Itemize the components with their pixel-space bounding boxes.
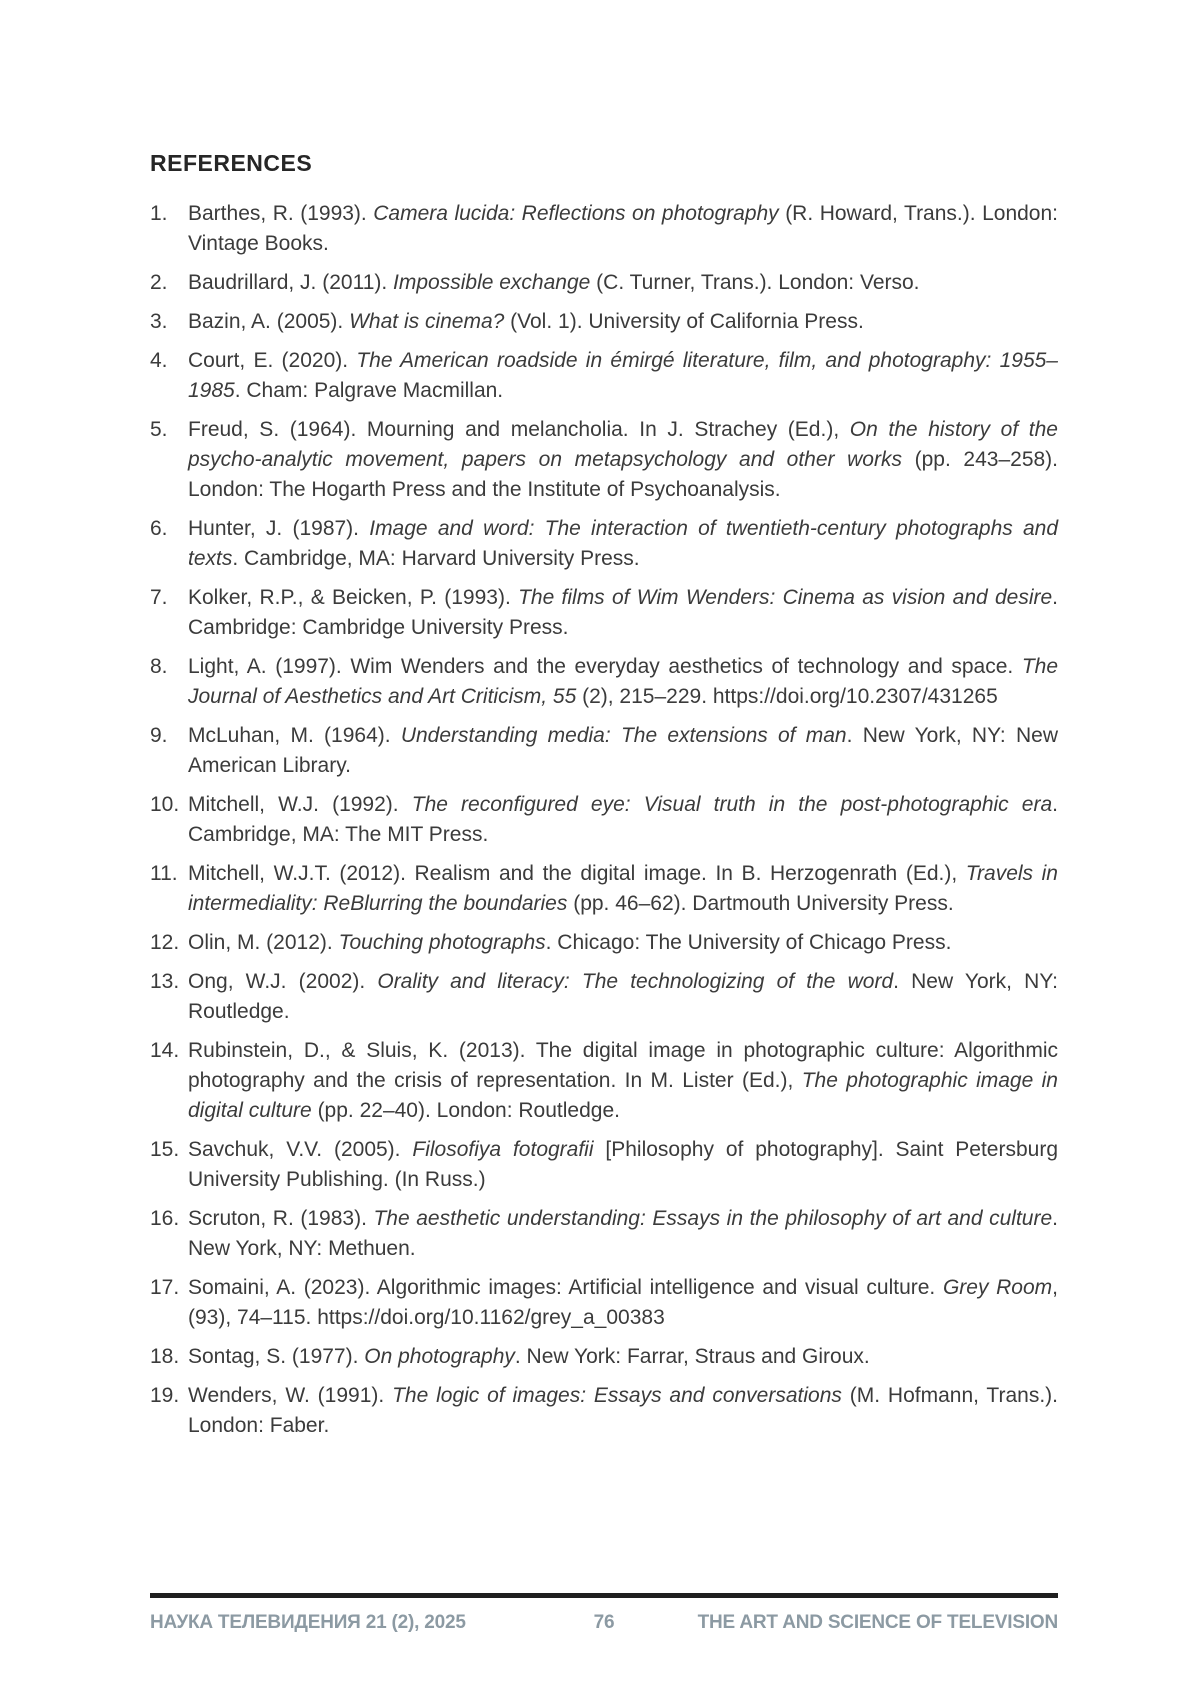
reference-item [150,859,1058,919]
reference-number: 12. [150,931,180,954]
reference-number: 3. [150,310,168,333]
reference-text [188,1207,1058,1260]
reference-text [188,418,1058,501]
footer-divider-rule [150,1593,1058,1598]
reference-text-segment: (M. Hofmann, Trans.). London: Faber. [188,1384,1058,1437]
footer-journal-title-ru: НАУКА ТЕЛЕВИДЕНИЯ 21 (2), 2025 [150,1612,466,1633]
reference-title-italic: Orality and literacy: The technologizing of the word [377,970,894,993]
reference-title-italic: Understanding media: The extensions of man [400,724,847,747]
reference-title-italic: The aesthetic understanding: Essays in the philosophy of art and culture [373,1207,1053,1230]
reference-text-segment: . New York, NY: Methuen. [188,1207,1058,1260]
reference-text-segment: (Vol. 1). University of California Press. [504,310,864,333]
reference-text-segment: McLuhan, M. (1964). [188,724,401,747]
reference-item [150,415,1058,505]
reference-text-segment: Freud, S. (1964). Mourning and melancholia. In J. Strachey (Ed.), [188,418,850,441]
reference-text-segment: Bazin, A. (2005). [188,310,350,333]
reference-text-segment: . Cambridge: Cambridge University Press. [188,586,1058,639]
reference-text-segment: . Cham: Palgrave Macmillan. [234,379,504,402]
reference-item [150,1036,1058,1126]
reference-text-segment: Somaini, A. (2023). Algorithmic images: Artificial intelligence and visual culture. [188,1276,943,1299]
reference-text-segment: (2), 215–229. https://doi.org/10.2307/431265 [576,685,998,708]
reference-number: 6. [150,517,168,540]
reference-text-segment: Hunter, J. (1987). [188,517,370,540]
reference-item [150,790,1058,850]
reference-text-segment: Barthes, R. (1993). [188,202,374,225]
reference-number: 16. [150,1207,180,1230]
reference-title-italic: The Journal of Aesthetics and Art Criticism, 55 [188,655,1058,708]
reference-text-segment: Wenders, W. (1991). [188,1384,393,1407]
reference-title-italic: What is cinema? [349,310,505,333]
reference-number: 14. [150,1039,180,1062]
reference-text-segment: . Chicago: The University of Chicago Press. [545,931,952,954]
reference-text [188,1345,870,1368]
reference-number: 5. [150,418,168,441]
reference-item [150,967,1058,1027]
footer-page-number: 76 [593,1612,615,1633]
reference-title-italic: Camera lucida: Reflections on photography [373,202,779,225]
reference-text [188,271,920,294]
reference-number: 19. [150,1384,180,1407]
reference-item [150,1342,1058,1372]
reference-title-italic: Touching photographs [338,931,546,954]
reference-title-italic: Grey Room [942,1276,1053,1299]
reference-text-segment: (C. Turner, Trans.). London: Verso. [590,271,920,294]
reference-text [188,1039,1058,1122]
reference-text-segment: Court, E. (2020). [188,349,357,372]
reference-text-segment: Scruton, R. (1983). [188,1207,374,1230]
reference-title-italic: The films of Wim Wenders: Cinema as vision and desire [518,586,1053,609]
reference-text-segment: , (93), 74–115. https://doi.org/10.1162/grey_a_00383 [188,1276,1058,1329]
page-footer [150,1612,1058,1638]
reference-text [188,349,1058,402]
reference-item [150,1204,1058,1264]
reference-item [150,1273,1058,1333]
reference-text [188,1384,1058,1437]
reference-item [150,928,1058,958]
reference-text [188,655,1058,708]
reference-text [188,793,1058,846]
reference-number: 4. [150,349,168,372]
reference-text-segment: Baudrillard, J. (2011). [188,271,394,294]
reference-text-segment: Light, A. (1997). Wim Wenders and the everyday aesthetics of technology and space. [188,655,1022,678]
reference-number: 10. [150,793,180,816]
reference-title-italic: The photographic image in digital culture [188,1069,1058,1122]
reference-number: 8. [150,655,168,678]
reference-text-segment: . New York, NY: Routledge. [188,970,1059,1023]
reference-text-segment: (pp. 46–62). Dartmouth University Press. [567,892,954,915]
reference-text-segment: Mitchell, W.J. (1992). [188,793,412,816]
reference-item [150,1135,1058,1195]
reference-text-segment: (pp. 22–40). London: Routledge. [311,1099,620,1122]
reference-number: 15. [150,1138,180,1161]
reference-item [150,199,1058,259]
reference-number: 18. [150,1345,180,1368]
reference-item [150,1381,1058,1441]
reference-number: 7. [150,586,168,609]
reference-text [188,1138,1058,1191]
reference-text-segment: . New York: Farrar, Straus and Giroux. [514,1345,870,1368]
reference-text-segment: Mitchell, W.J.T. (2012). Realism and the digital image. In B. Herzogenrath (Ed.), [188,862,966,885]
reference-text-segment: . New York, NY: New American Library. [188,724,1059,777]
reference-text [188,724,1058,777]
reference-text [188,862,1058,915]
reference-text [188,931,951,954]
reference-item [150,652,1058,712]
reference-item [150,307,1058,337]
reference-title-italic: Travels in intermediality: ReBlurring the boundaries [188,862,1058,915]
reference-text [188,517,1058,570]
reference-text [188,202,1058,255]
footer-journal-title-en: THE ART AND SCIENCE OF TELEVISION [697,1612,1058,1633]
reference-title-italic: Impossible exchange [393,271,591,294]
reference-title-italic: On photography [364,1345,515,1368]
reference-number: 9. [150,724,168,747]
reference-text-segment: Ong, W.J. (2002). [188,970,378,993]
reference-text-segment: Olin, M. (2012). [188,931,339,954]
reference-text-segment: (R. Howard, Trans.). London: Vintage Books. [188,202,1058,255]
reference-text-segment: Rubinstein, D., & Sluis, K. (2013). The digital image in photographic culture: Algorithmic photography and the crisis of representation. In M. Lister (Ed.), [188,1039,1058,1092]
reference-item [150,721,1058,781]
reference-text [188,1276,1058,1329]
reference-number: 2. [150,271,168,294]
page-content [150,150,1058,1450]
references-heading: REFERENCES [150,150,313,176]
reference-item [150,346,1058,406]
reference-title-italic: On the history of the psycho-analytic movement, papers on metapsychology and other works [188,418,1058,471]
reference-text [188,586,1058,639]
reference-text-segment: [Philosophy of photography]. Saint Petersburg University Publishing. (In Russ.) [188,1138,1059,1191]
reference-item [150,514,1058,574]
reference-text-segment: (pp. 243–258). London: The Hogarth Press and the Institute of Psychoanalysis. [188,448,1059,501]
reference-text-segment: Sontag, S. (1977). [188,1345,365,1368]
reference-item [150,268,1058,298]
reference-number: 11. [150,862,178,885]
reference-number: 13. [150,970,180,993]
reference-number: 17. [150,1276,180,1299]
reference-text [188,310,864,333]
reference-title-italic: Filosofiya fotografii [412,1138,594,1161]
reference-text-segment: . Cambridge, MA: Harvard University Press. [232,547,640,570]
reference-title-italic: The American roadside in émirgé literature, film, and photography: 1955–1985 [188,349,1058,402]
reference-title-italic: Image and word: The interaction of twentieth-century photographs and texts [188,517,1058,570]
reference-text-segment: Savchuk, V.V. (2005). [188,1138,413,1161]
reference-number: 1. [150,202,168,225]
reference-text [188,970,1058,1023]
references-list [150,199,1058,1441]
reference-title-italic: The logic of images: Essays and conversations [392,1384,842,1407]
reference-text-segment: . Cambridge, MA: The MIT Press. [188,793,1059,846]
reference-text-segment: Kolker, R.P., & Beicken, P. (1993). [188,586,519,609]
reference-item [150,583,1058,643]
reference-title-italic: The reconfigured eye: Visual truth in the post-photographic era [411,793,1053,816]
